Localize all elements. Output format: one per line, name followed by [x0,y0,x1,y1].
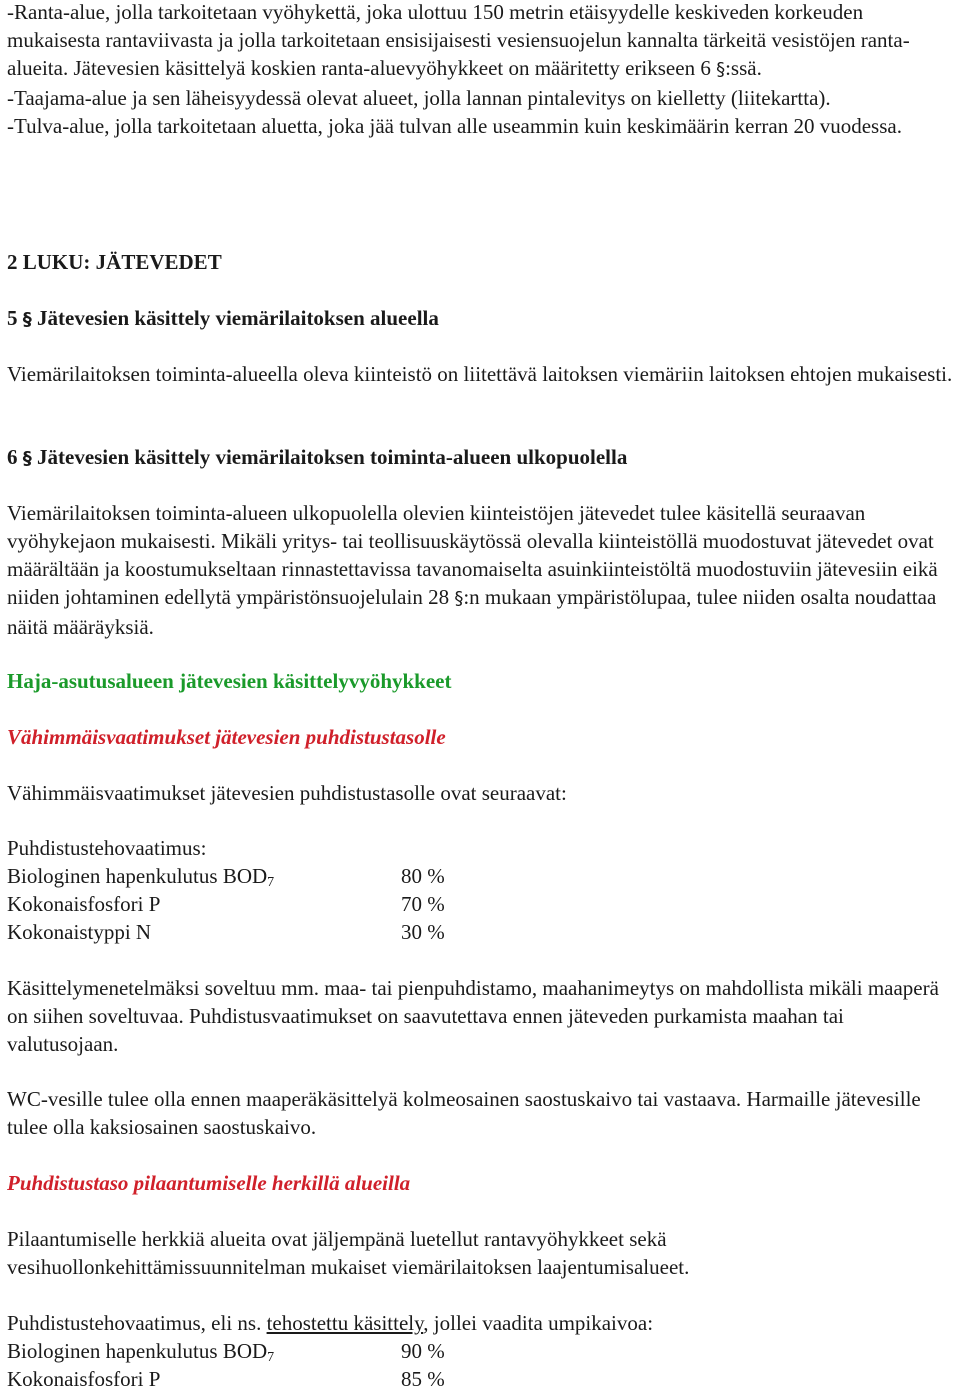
section-6-title: Jätevesien käsittely viemärilaitoksen toiminta-alueen ulkopuolella [31,445,628,469]
intro-paragraph-tulva: -Tulva-alue, jolla tarkoitetaan aluetta, joka jää tulvan alle useammin kuin keskimäärin kerran 20 vuodessa. [7,114,902,138]
minreq-label: Puhdistustehovaatimus: [7,836,207,860]
row-value: 90 % [401,1339,445,1363]
sensitive-req-underlined: tehostettu käsittely [266,1311,424,1335]
table-row [7,1365,653,1393]
zones-heading: Haja-asutusalueen jätevesien käsittelyvyöhykkeet [7,669,452,693]
table-row [7,1337,653,1365]
row-label: Kokonaistyppi N [7,920,152,944]
minreq-intro: Vähimmäisvaatimukset jätevesien puhdistustasolle ovat seuraavat: [7,781,567,805]
chapter-title: 2 LUKU: JÄTEVEDET [7,250,222,274]
intro-block [7,0,957,140]
minreq-table [7,834,445,946]
intro-paragraph-taajama: -Taajama-alue ja sen läheisyydessä olevat alueet, jolla lannan pintalevitys on kielletty (liitekartta). [7,86,831,110]
section-6-body-b: :n mukaan ympäristölupaa, tulee niiden osalta noudattaa näitä määräyksiä. [7,585,937,639]
sensitive-req-a: Puhdistustehovaatimus, eli ns. [7,1311,267,1335]
row-label: Kokonaisfosfori P [7,1367,161,1391]
row-label-sub: 7 [267,1350,275,1365]
section-sign: § [454,588,464,609]
row-label-text: Biologinen hapenkulutus BOD [7,1339,268,1363]
row-label-sub: 7 [267,875,275,890]
sensitive-table [7,1309,653,1393]
row-value: 85 % [401,1367,445,1391]
row-label [7,1337,401,1365]
wc-paragraph: WC-vesille tulee olla ennen maaperäkäsittelyä kolmeosainen saostuskaivo tai vastaava. Harmaille jätevesille tulee olla kaksiosainen saostuskaivo. [7,1087,921,1139]
row-value: 30 % [401,920,445,944]
section-sign: § [22,448,32,469]
table-row [7,890,445,918]
row-label [7,862,401,890]
section-5-num: 5 [7,306,23,330]
table-row [7,862,445,890]
intro-paragraph-ranta [7,0,957,84]
section-sign: § [22,309,32,330]
minreq-heading: Vähimmäisvaatimukset jätevesien puhdistustasolle [7,725,446,749]
section-sign: § [716,59,726,80]
methods-paragraph: Käsittelymenetelmäksi soveltuu mm. maa- tai pienpuhdistamo, maahanimeytys on mahdollista mikäli maaperä on siihen soveltuvaa. Puhdistusvaatimukset on saavutettava ennen jäteveden purkamista maahan tai valutusojaan. [7,976,939,1056]
sensitive-req [7,1309,653,1337]
sensitive-body: Pilaantumiselle herkkiä alueita ovat jäljempänä luetellut rantavyöhykkeet sekä vesihuollonkehittämissuunnitelman mukaiset viemärilaitoksen laajentumisalueet. [7,1227,690,1279]
section-5-body: Viemärilaitoksen toiminta-alueella oleva kiinteistö on liitettävä laitoksen viemäriin laitoksen ehtojen mukaisesti. [7,362,953,386]
sensitive-req-b: , jollei vaadita umpikaivoa: [423,1311,654,1335]
intro-line1-end: :ssä. [725,56,762,80]
row-value: 80 % [401,864,445,888]
row-value: 70 % [401,892,445,916]
table-row [7,918,445,946]
row-label-text: Biologinen hapenkulutus BOD [7,864,268,888]
section-6-num: 6 [7,445,23,469]
section-5-heading [7,304,439,334]
section-6-body-a: Viemärilaitoksen toiminta-alueen ulkopuolella olevien kiinteistöjen jätevedet tulee käsitellä seuraavan vyöhykejaon mukaisesti. Mikäli yritys- tai teollisuuskäytössä olevalla kiinteistöllä muodostuvat jätevedet ovat määrältään ja koostumukseltaan rinnastettavissa tavanomaiselta asuinkiinteistöltä muodostuviin jätevesiin eikä niiden johtaminen edellytä ympäristönsuojelulain 28 [7,501,938,609]
sensitive-heading: Puhdistustaso pilaantumiselle herkillä alueilla [7,1171,411,1195]
intro-line1: -Ranta-alue, jolla tarkoitetaan vyöhykettä, joka ulottuu 150 metrin etäisyydelle keskiveden korkeuden mukaisesta rantaviivasta ja jolla tarkoitetaan ensisijaisesti vesiensuojelun kannalta tärkeitä vesistöjen ranta-alueita. Jätevesien käsittelyä koskien ranta-aluevyöhykkeet on määritetty erikseen 6 [7,0,910,80]
section-6-heading [7,443,627,473]
section-6-body [7,499,957,641]
section-5-title: Jätevesien käsittely viemärilaitoksen alueella [31,306,439,330]
row-label: Kokonaisfosfori P [7,892,161,916]
